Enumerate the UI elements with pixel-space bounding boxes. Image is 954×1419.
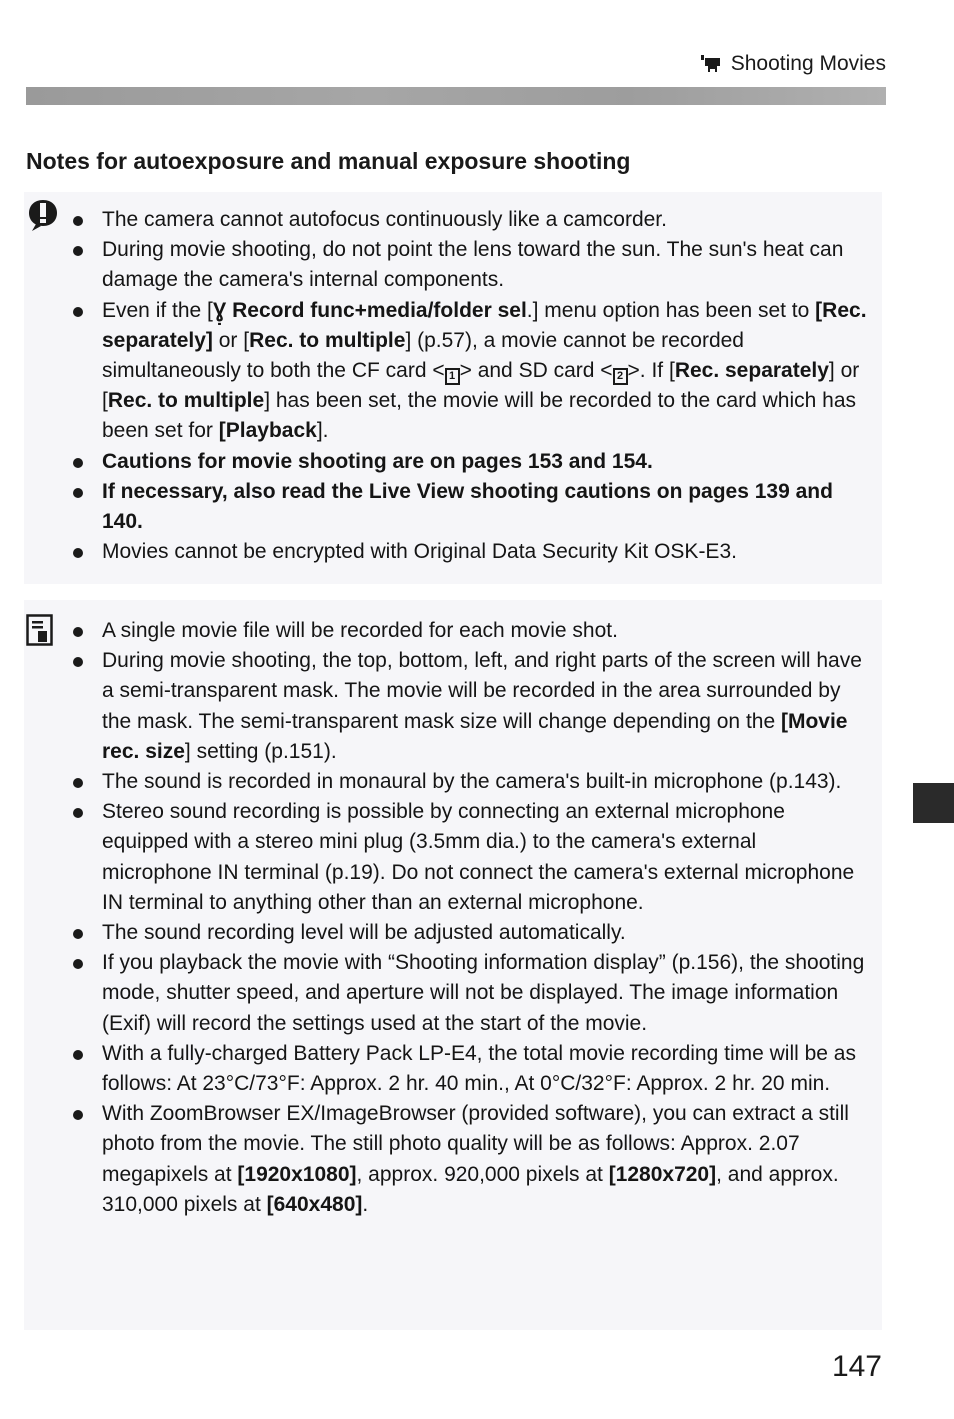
caution-item: If necessary, also read the Live View shooting cautions on pages 139 and 140.	[24, 477, 882, 537]
caution-item: Cautions for movie shooting are on pages 153 and 154.	[24, 447, 882, 477]
section-label: Shooting Movies	[730, 52, 886, 75]
sd-card-icon: 2	[613, 368, 628, 385]
running-header	[701, 52, 886, 79]
memo-notes	[24, 600, 882, 1330]
cf-card-icon: 1	[445, 368, 460, 385]
header-rule	[26, 87, 886, 105]
caution-item: Movies cannot be encrypted with Original Data Security Kit OSK-E3.	[24, 537, 882, 567]
section-heading: Notes for autoexposure and manual exposure shooting	[26, 148, 631, 174]
caution-item: During movie shooting, do not point the lens toward the sun. The sun's heat can damage the camera's internal components.	[24, 235, 882, 295]
memo-item: With a fully-charged Battery Pack LP-E4, the total movie recording time will be as follows: At 23°C/73°F: Approx. 2 hr. 40 min., At 0°C/32°F: Approx. 2 hr. 20 min.	[24, 1039, 882, 1099]
caution-item: The camera cannot autofocus continuously like a camcorder.	[24, 205, 882, 235]
memo-item: The sound recording level will be adjusted automatically.	[24, 918, 882, 948]
memo-item: A single movie file will be recorded for each movie shot.	[24, 616, 882, 646]
memo-item: During movie shooting, the top, bottom, left, and right parts of the screen will have a semi-transparent mask. The movie will be recorded in the area surrounded by the mask. The semi-transparent mask size will change depending on the [Movie rec. size] setting (p.151).	[24, 646, 882, 767]
caution-item: Even if the [Ɣ̣ Record func+media/folder sel.] menu option has been set to [Rec. separately] or [Rec. to multiple] (p.57), a movie cannot be recorded simultaneously to both the CF card < 1 > and SD card < 2 >. If [Rec. separately] or [Rec. to multiple] has been set, the movie will be recorded to the card which has been set for [Playback].	[24, 296, 882, 447]
page-number: 147	[831, 1350, 882, 1383]
memo-item: With ZoomBrowser EX/ImageBrowser (provided software), you can extract a still photo from the movie. The still photo quality will be as follows: Approx. 2.07 megapixels at [1920x1080], approx. 920,000 pixels at [1280x720], and approx. 310,000 pixels at [640x480].	[24, 1099, 882, 1220]
memo-item: The sound is recorded in monaural by the camera's built-in microphone (p.143).	[24, 767, 882, 797]
memo-item: Stereo sound recording is possible by connecting an external microphone equipped with a stereo mini plug (3.5mm dia.) to the camera's external microphone IN terminal (p.19). Do not connect the camera's external microphone IN terminal to anything other than an external microphone.	[24, 797, 882, 918]
caution-notes	[24, 192, 882, 584]
movie-camera-icon	[701, 55, 723, 79]
setup-menu-icon: Ɣ̣	[212, 298, 227, 322]
chapter-tab	[913, 783, 954, 823]
memo-item: If you playback the movie with “Shooting information display” (p.156), the shooting mode, shutter speed, and aperture will not be displayed. The image information (Exif) will record the settings used at the start of the movie.	[24, 948, 882, 1039]
